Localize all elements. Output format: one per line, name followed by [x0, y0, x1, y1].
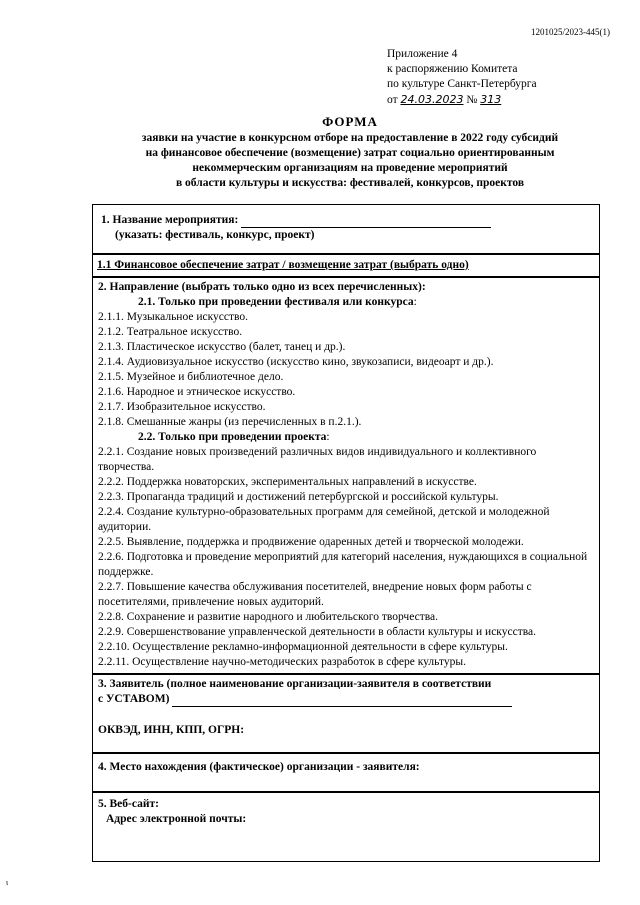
list-item[interactable]: 2.1.5. Музейное и библиотечное дело.	[98, 371, 284, 383]
appendix-date-line	[387, 92, 537, 108]
list-item[interactable]: 2.2.9. Совершенствование управленческой деятельности в области культуры и искусства.	[98, 626, 536, 638]
list-item[interactable]: 2.2.6. Подготовка и проведение мероприятий для категорий населения, нуждающихся в социальной поддержке.	[98, 551, 588, 578]
section-2-label: 2. Направление (выбрать только одно из всех перечисленных):	[98, 281, 426, 293]
title-line-1: заявки на участие в конкурсном отборе на предоставление в 2022 году субсидий	[141, 132, 559, 144]
group-2-2-heading: 2.2. Только при проведении проекта:	[138, 431, 330, 443]
number-prefix: №	[466, 94, 478, 106]
appendix-line-2: к распоряжению Комитета	[387, 63, 518, 75]
list-item[interactable]: 2.2.1. Создание новых произведений различных видов индивидуального и коллективного творчества.	[98, 446, 537, 473]
section-3-codes: ОКВЭД, ИНН, КПП, ОГРН:	[98, 724, 245, 736]
list-item[interactable]: 2.1.1. Музыкальное искусство.	[98, 311, 248, 323]
appendix-line-3: по культуре Санкт-Петербурга	[387, 78, 537, 90]
section-5-label: 5. Веб-сайт:	[98, 798, 159, 810]
list-item[interactable]: 2.1.7. Изобразительное искусство.	[98, 401, 266, 413]
list-item[interactable]: 2.2.5. Выявление, поддержка и продвижение одаренных детей и творческой молодежи.	[98, 536, 524, 548]
date-prefix: от	[387, 94, 398, 106]
section-1-1-finance-type[interactable]	[93, 253, 599, 276]
list-item[interactable]: 2.1.3. Пластическое искусство (балет, танец и др.).	[98, 341, 346, 353]
title-line-2: на финансовое обеспечение (возмещение) затрат социально ориентированным	[145, 147, 555, 159]
date-value: 24.03.2023	[400, 93, 464, 106]
appendix-line-1: Приложение 4	[387, 48, 458, 60]
list-item[interactable]: 2.1.4. Аудиовизуальное искусство (искусство кино, звукозаписи, видеоарт и др.).	[98, 356, 494, 368]
list-item[interactable]: 2.2.4. Создание культурно-образовательных программ для семейной, детской и молодежной аудитории.	[98, 506, 550, 533]
list-item[interactable]: 2.1.2. Театральное искусство.	[98, 326, 243, 338]
applicant-name-field[interactable]	[172, 706, 512, 707]
section-1-event-name	[93, 205, 599, 253]
list-item[interactable]: 2.2.2. Поддержка новаторских, экспериментальных направлений в искусстве.	[98, 476, 477, 488]
section-3-line-1: 3. Заявитель (полное наименование организации-заявителя в соответствии	[98, 678, 492, 690]
list-item[interactable]: 2.2.3. Пропаганда традиций и достижений петербургской и российской культуры.	[98, 491, 499, 503]
section-5-contacts	[93, 791, 599, 861]
application-form-table	[92, 204, 600, 862]
form-heading: ФОРМА	[322, 114, 378, 129]
form-title	[95, 114, 605, 191]
title-line-3: некоммерческим организациям на проведение мероприятий	[192, 162, 508, 174]
section-5-email: Адрес электронной почты:	[106, 813, 247, 825]
list-item[interactable]: 2.1.8. Смешанные жанры (из перечисленных в п.2.1.).	[98, 416, 362, 428]
list-item[interactable]: 2.2.10. Осуществление рекламно-информационной деятельности в сфере культуры.	[98, 641, 508, 653]
appendix-block	[387, 47, 537, 108]
list-item[interactable]: 2.1.6. Народное и этническое искусство.	[98, 386, 296, 398]
section-3-applicant	[93, 673, 599, 752]
list-item[interactable]: 2.2.7. Повышение качества обслуживания посетителей, внедрение новых форм работы с посетителями, привлечение новых аудиторий.	[98, 581, 532, 608]
margin-mark: ι	[6, 878, 9, 887]
list-item[interactable]: 2.2.8. Сохранение и развитие народного и любительского творчества.	[98, 611, 438, 623]
number-value: 313	[480, 93, 502, 106]
section-1-1-label: 1.1 Финансовое обеспечение затрат / возмещение затрат (выбрать одно)	[97, 259, 469, 271]
section-1-hint: (указать: фестиваль, конкурс, проект)	[115, 229, 315, 241]
document-number: 1201025/2023-445(1)	[531, 27, 610, 37]
section-2-direction	[93, 276, 599, 673]
section-4-location	[93, 752, 599, 791]
group-2-1-heading: 2.1. Только при проведении фестиваля или конкурса:	[138, 296, 417, 308]
section-4-label: 4. Место нахождения (фактическое) организации - заявителя:	[98, 761, 420, 773]
list-item[interactable]: 2.2.11. Осуществление научно-методических разработок в сфере культуры.	[98, 656, 466, 668]
title-line-4: в области культуры и искусства: фестивалей, конкурсов, проектов	[175, 177, 525, 189]
section-3-line-2: с УСТАВОМ)	[98, 693, 170, 705]
section-1-label: 1. Название мероприятия:	[101, 214, 239, 226]
